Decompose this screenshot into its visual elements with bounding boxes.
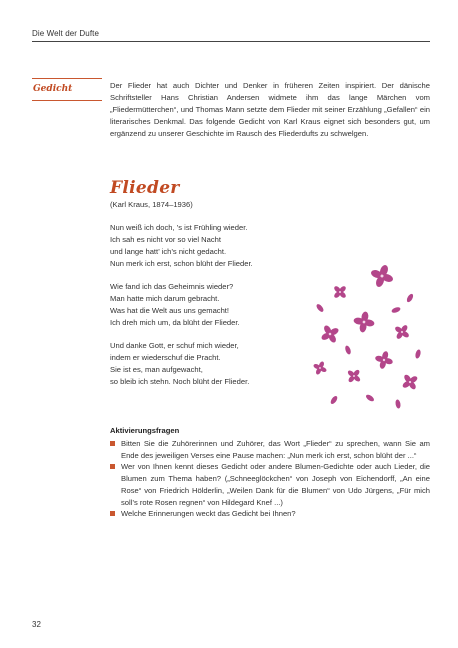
- poem-line: Ich sah es nicht vor so viel Nacht: [110, 234, 222, 244]
- question-text: Bitten Sie die Zuhörerinnen und Zuhörer, das Wort „Flieder“ zu sprechen, wann Sie am Ende des jeweiligen Verses eine Pause machen: „Nun merk ich erst, schon blüht der ...“: [121, 439, 430, 460]
- question-text: Wer von Ihnen kennt dieses Gedicht oder andere Blumen-Gedichte oder auch Lieder, die Blumen zum Thema haben? („Schneeglöckchen“ von Joseph von Eichendorff, „An eine Rose“ von Friedrich Hölderlin, „Weilen Dank für die Blumen“ von Udo Jürgens, „Für mich soll’s rote Rosen regnen“ von Hildegard Knef ...): [121, 462, 430, 507]
- section-label: Gedicht: [33, 84, 73, 94]
- square-bullet-icon: [110, 511, 115, 516]
- poem-line: Was hat die Welt aus uns gemacht!: [110, 305, 230, 315]
- poem-body: [110, 222, 300, 399]
- poem-line: so bleib ich stehn. Noch blüht der Flieder.: [110, 376, 250, 386]
- poem-author: (Karl Kraus, 1874–1936): [110, 200, 193, 209]
- poem-stanza: [110, 281, 300, 329]
- poem-title: Flieder: [110, 178, 180, 198]
- poem-stanza: [110, 340, 300, 388]
- poem-line: Sie ist es, man aufgewacht,: [110, 365, 203, 375]
- questions-list: [110, 438, 430, 520]
- poem-line: und lange hatt’ ich’s nicht gedacht.: [110, 246, 227, 256]
- poem-line: Nun merk ich erst, schon blüht der Flieder.: [110, 258, 253, 268]
- page-number: 32: [32, 620, 41, 629]
- poem-line: Und danke Gott, er schuf mich wieder,: [110, 341, 239, 351]
- poem-line: Man hatte mich darum gebracht.: [110, 294, 220, 304]
- lilac-petals-illustration: [300, 258, 430, 418]
- questions-title: Aktivierungsfragen: [110, 426, 180, 435]
- poem-line: Nun weiß ich doch, ’s ist Frühling wieder.: [110, 223, 248, 232]
- square-bullet-icon: [110, 441, 115, 446]
- header-rule: [32, 41, 430, 42]
- section-label-rule-bottom: [32, 100, 102, 101]
- list-item: [110, 461, 430, 508]
- square-bullet-icon: [110, 464, 115, 469]
- poem-line: indem er wiederschuf die Pracht.: [110, 353, 221, 363]
- poem-line: Wie fand ich das Geheimnis wieder?: [110, 282, 234, 292]
- question-text: Welche Erinnerungen weckt das Gedicht bei Ihnen?: [121, 509, 296, 519]
- section-label-rule-top: [32, 78, 102, 79]
- list-item: [110, 508, 430, 520]
- poem-line: Ich dreh mich um, da blüht der Flieder.: [110, 317, 240, 327]
- intro-paragraph: Der Flieder hat auch Dichter und Denker in früheren Zeiten inspiriert. Der dänische Schriftsteller Hans Christian Andersen widmete ihm das lange Märchen vom „Fliedermütterchen“, und Thomas Mann setzte dem Flieder mit seiner Erzählung „Gefallen“ ein literarisches Denkmal. Das folgende Gedicht von Karl Kraus eignet sich besonders gut, um ergänzend zu unserer Geschichte im Rausch des Fliederdufts zu schwelgen.: [110, 81, 430, 139]
- running-head: Die Welt der Dufte: [32, 29, 100, 38]
- list-item: [110, 438, 430, 461]
- poem-stanza: [110, 222, 300, 270]
